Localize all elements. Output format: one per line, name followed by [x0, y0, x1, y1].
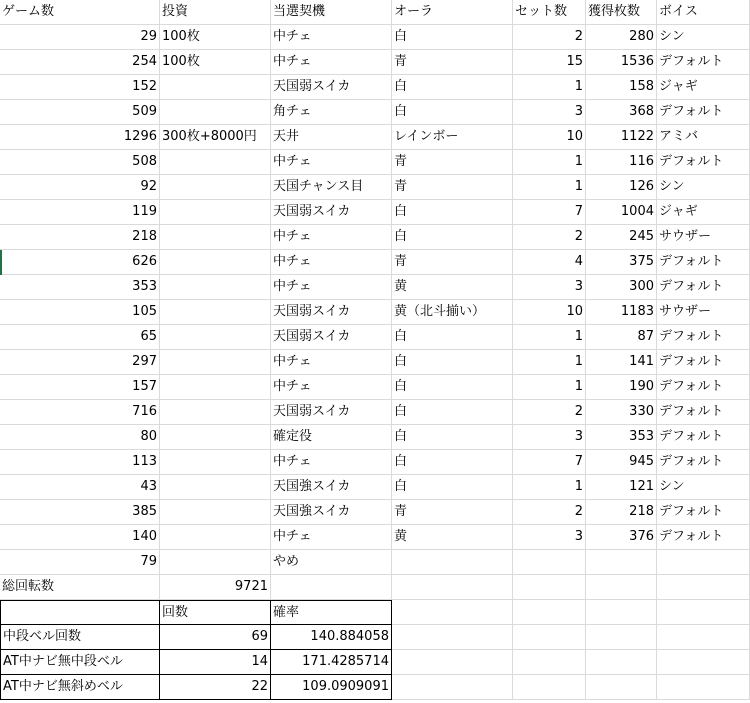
cell-aura[interactable]: 黄 [392, 275, 513, 300]
cell-voice[interactable]: デフォルト [657, 350, 750, 375]
header-cell[interactable]: 当選契機 [271, 0, 392, 25]
cell-investment[interactable] [160, 550, 271, 575]
empty-cell[interactable] [657, 600, 750, 625]
cell-sets[interactable]: 2 [513, 400, 586, 425]
cell-voice[interactable]: シン [657, 175, 750, 200]
cell-games[interactable]: 152 [0, 75, 160, 100]
cell-investment[interactable] [160, 475, 271, 500]
table-row [0, 225, 750, 250]
cell-trigger[interactable]: 確定役 [271, 425, 392, 450]
cell-sets[interactable]: 3 [513, 275, 586, 300]
empty-cell[interactable] [586, 650, 657, 675]
cell-games[interactable]: 80 [0, 425, 160, 450]
cell-medals[interactable]: 1536 [586, 50, 657, 75]
stats-header-cell[interactable]: 回数 [160, 600, 271, 625]
cell-aura[interactable]: 白 [392, 75, 513, 100]
cell-trigger[interactable]: 中チェ [271, 450, 392, 475]
cell-aura[interactable]: 青 [392, 175, 513, 200]
cell-voice[interactable] [657, 550, 750, 575]
empty-cell[interactable] [271, 575, 392, 600]
cell-trigger[interactable]: 天国弱スイカ [271, 325, 392, 350]
cell-trigger[interactable]: 天国弱スイカ [271, 400, 392, 425]
cell-investment[interactable] [160, 500, 271, 525]
cell-aura[interactable]: 白 [392, 350, 513, 375]
table-row [0, 125, 750, 150]
cell-sets[interactable] [513, 550, 586, 575]
cell-medals[interactable]: 87 [586, 325, 657, 350]
cell-games[interactable]: 113 [0, 450, 160, 475]
table-row [0, 50, 750, 75]
empty-cell[interactable] [657, 650, 750, 675]
cell-games[interactable]: 92 [0, 175, 160, 200]
cell-investment[interactable] [160, 75, 271, 100]
table-row [0, 500, 750, 525]
cell-games[interactable]: 105 [0, 300, 160, 325]
empty-cell[interactable] [513, 650, 586, 675]
cell-investment[interactable] [160, 175, 271, 200]
cell-investment[interactable] [160, 450, 271, 475]
empty-cell[interactable] [392, 675, 513, 700]
total-label[interactable]: 総回転数 [0, 575, 160, 600]
total-row [0, 575, 750, 600]
cell-medals[interactable]: 1004 [586, 200, 657, 225]
cell-medals[interactable]: 121 [586, 475, 657, 500]
stats-header-row [0, 600, 750, 625]
cell-aura[interactable]: 白 [392, 450, 513, 475]
cell-aura[interactable]: 白 [392, 375, 513, 400]
cell-sets[interactable]: 2 [513, 25, 586, 50]
cell-investment[interactable] [160, 300, 271, 325]
cell-sets[interactable]: 2 [513, 225, 586, 250]
cell-investment[interactable] [160, 425, 271, 450]
table-row [0, 375, 750, 400]
cell-investment[interactable]: 300枚+8000円 [160, 125, 271, 150]
cell-games[interactable]: 353 [0, 275, 160, 300]
stats-probability[interactable]: 109.0909091 [271, 675, 392, 700]
total-value[interactable]: 9721 [160, 575, 271, 600]
cell-trigger[interactable]: 天井 [271, 125, 392, 150]
cell-trigger[interactable]: 天国弱スイカ [271, 75, 392, 100]
cell-sets[interactable]: 7 [513, 450, 586, 475]
empty-cell[interactable] [586, 575, 657, 600]
cell-aura[interactable]: 白 [392, 400, 513, 425]
cell-sets[interactable]: 10 [513, 300, 586, 325]
cell-games[interactable]: 79 [0, 550, 160, 575]
cell-medals[interactable] [586, 550, 657, 575]
cell-sets[interactable]: 3 [513, 100, 586, 125]
cell-sets[interactable]: 3 [513, 425, 586, 450]
cell-sets[interactable]: 3 [513, 525, 586, 550]
cell-medals[interactable]: 368 [586, 100, 657, 125]
table-row [0, 450, 750, 475]
empty-cell[interactable] [513, 575, 586, 600]
cell-medals[interactable]: 945 [586, 450, 657, 475]
cell-investment[interactable]: 100枚 [160, 50, 271, 75]
cell-sets[interactable]: 7 [513, 200, 586, 225]
cell-medals[interactable]: 158 [586, 75, 657, 100]
cell-voice[interactable]: サウザー [657, 300, 750, 325]
cell-aura[interactable]: 白 [392, 425, 513, 450]
table-row [0, 275, 750, 300]
cell-aura[interactable]: 青 [392, 50, 513, 75]
cell-aura[interactable]: 白 [392, 225, 513, 250]
cell-aura[interactable]: 白 [392, 100, 513, 125]
cell-trigger[interactable]: 天国強スイカ [271, 475, 392, 500]
table-row [0, 75, 750, 100]
cell-medals[interactable]: 1183 [586, 300, 657, 325]
empty-cell[interactable] [513, 675, 586, 700]
cell-games[interactable]: 385 [0, 500, 160, 525]
cell-medals[interactable]: 190 [586, 375, 657, 400]
cell-aura[interactable]: 白 [392, 475, 513, 500]
cell-medals[interactable]: 375 [586, 250, 657, 275]
stats-header-cell[interactable]: 確率 [271, 600, 392, 625]
cell-trigger[interactable]: 天国弱スイカ [271, 200, 392, 225]
empty-cell[interactable] [513, 600, 586, 625]
empty-cell[interactable] [586, 675, 657, 700]
table-row [0, 525, 750, 550]
cell-games[interactable]: 254 [0, 50, 160, 75]
empty-cell[interactable] [392, 625, 513, 650]
cell-aura[interactable]: 白 [392, 25, 513, 50]
cell-voice[interactable]: アミバ [657, 125, 750, 150]
cell-aura[interactable]: 青 [392, 150, 513, 175]
cell-investment[interactable] [160, 100, 271, 125]
stats-count[interactable]: 14 [160, 650, 271, 675]
table-row [0, 475, 750, 500]
cell-medals[interactable]: 126 [586, 175, 657, 200]
cell-investment[interactable] [160, 275, 271, 300]
cell-voice[interactable]: デフォルト [657, 325, 750, 350]
cell-trigger[interactable]: 中チェ [271, 375, 392, 400]
table-row [0, 150, 750, 175]
cell-trigger[interactable]: 中チェ [271, 250, 392, 275]
cell-investment[interactable] [160, 350, 271, 375]
cell-trigger[interactable]: 中チェ [271, 225, 392, 250]
table-row [0, 425, 750, 450]
cell-trigger[interactable]: 天国強スイカ [271, 500, 392, 525]
cell-voice[interactable]: デフォルト [657, 150, 750, 175]
table-row [0, 300, 750, 325]
table-row [0, 25, 750, 50]
cell-aura[interactable]: 青 [392, 250, 513, 275]
header-cell[interactable]: ボイス [657, 0, 750, 25]
empty-cell[interactable] [657, 575, 750, 600]
cell-investment[interactable] [160, 375, 271, 400]
cell-medals[interactable]: 376 [586, 525, 657, 550]
cell-voice[interactable]: シン [657, 25, 750, 50]
cell-voice[interactable]: デフォルト [657, 375, 750, 400]
cell-trigger[interactable]: 角チェ [271, 100, 392, 125]
cell-trigger[interactable]: 中チェ [271, 150, 392, 175]
table-row [0, 175, 750, 200]
empty-cell[interactable] [513, 625, 586, 650]
header-row [0, 0, 750, 25]
cell-sets[interactable]: 10 [513, 125, 586, 150]
cell-sets[interactable]: 4 [513, 250, 586, 275]
cell-aura[interactable]: 黄（北斗揃い） [392, 300, 513, 325]
header-cell[interactable]: ゲーム数 [0, 0, 160, 25]
table-row [0, 250, 750, 275]
cell-aura[interactable]: 白 [392, 200, 513, 225]
cell-investment[interactable] [160, 200, 271, 225]
cell-sets[interactable]: 2 [513, 500, 586, 525]
table-row [0, 400, 750, 425]
table-row [0, 350, 750, 375]
cell-games[interactable]: 65 [0, 325, 160, 350]
cell-investment[interactable] [160, 225, 271, 250]
cell-voice[interactable]: ジャギ [657, 75, 750, 100]
cell-aura[interactable]: 黄 [392, 525, 513, 550]
cell-sets[interactable]: 15 [513, 50, 586, 75]
cell-sets[interactable]: 1 [513, 150, 586, 175]
empty-cell[interactable] [586, 625, 657, 650]
cell-games[interactable]: 43 [0, 475, 160, 500]
cell-sets[interactable]: 1 [513, 175, 586, 200]
empty-cell[interactable] [657, 675, 750, 700]
table-row [0, 200, 750, 225]
cell-games[interactable]: 509 [0, 100, 160, 125]
stats-probability[interactable]: 140.884058 [271, 625, 392, 650]
cell-trigger[interactable]: 中チェ [271, 50, 392, 75]
cell-medals[interactable]: 116 [586, 150, 657, 175]
empty-cell[interactable] [392, 600, 513, 625]
stats-row [0, 675, 750, 700]
cell-trigger[interactable]: 中チェ [271, 25, 392, 50]
cell-sets[interactable]: 1 [513, 350, 586, 375]
stats-label[interactable]: AT中ナビ無斜めベル [0, 675, 160, 700]
cell-investment[interactable] [160, 250, 271, 275]
cell-games[interactable]: 29 [0, 25, 160, 50]
cell-aura[interactable]: レインボー [392, 125, 513, 150]
stats-label[interactable]: AT中ナビ無中段ベル [0, 650, 160, 675]
cell-medals[interactable]: 218 [586, 500, 657, 525]
cell-sets[interactable]: 1 [513, 325, 586, 350]
cell-aura[interactable]: 白 [392, 325, 513, 350]
empty-cell[interactable] [657, 625, 750, 650]
cell-medals[interactable]: 1122 [586, 125, 657, 150]
cell-voice[interactable]: デフォルト [657, 425, 750, 450]
cell-voice[interactable]: シン [657, 475, 750, 500]
cell-games[interactable]: 626 [0, 250, 160, 275]
cell-voice[interactable]: デフォルト [657, 50, 750, 75]
cell-trigger[interactable]: 天国弱スイカ [271, 300, 392, 325]
stats-row [0, 650, 750, 675]
cell-sets[interactable]: 1 [513, 475, 586, 500]
cell-games[interactable]: 716 [0, 400, 160, 425]
cell-medals[interactable]: 330 [586, 400, 657, 425]
cell-voice[interactable]: デフォルト [657, 250, 750, 275]
cell-medals[interactable]: 245 [586, 225, 657, 250]
header-cell[interactable]: 獲得枚数 [586, 0, 657, 25]
cell-voice[interactable]: デフォルト [657, 400, 750, 425]
empty-cell[interactable] [392, 575, 513, 600]
cell-sets[interactable]: 1 [513, 375, 586, 400]
cell-trigger[interactable]: やめ [271, 550, 392, 575]
table-row [0, 325, 750, 350]
cell-games[interactable]: 119 [0, 200, 160, 225]
cell-voice[interactable]: サウザー [657, 225, 750, 250]
stats-header-cell[interactable] [0, 600, 160, 625]
table-row [0, 100, 750, 125]
cell-voice[interactable]: デフォルト [657, 500, 750, 525]
cell-medals[interactable]: 353 [586, 425, 657, 450]
cell-games[interactable]: 297 [0, 350, 160, 375]
cell-aura[interactable] [392, 550, 513, 575]
empty-cell[interactable] [586, 600, 657, 625]
cell-sets[interactable]: 1 [513, 75, 586, 100]
stats-row [0, 625, 750, 650]
cell-voice[interactable]: ジャギ [657, 200, 750, 225]
row-selection-marker [0, 250, 2, 275]
cell-games[interactable]: 508 [0, 150, 160, 175]
stats-count[interactable]: 22 [160, 675, 271, 700]
empty-cell[interactable] [392, 650, 513, 675]
stats-probability[interactable]: 171.4285714 [271, 650, 392, 675]
cell-trigger[interactable]: 天国チャンス目 [271, 175, 392, 200]
cell-aura[interactable]: 青 [392, 500, 513, 525]
cell-investment[interactable] [160, 150, 271, 175]
stats-count[interactable]: 69 [160, 625, 271, 650]
header-cell[interactable]: セット数 [513, 0, 586, 25]
cell-investment[interactable] [160, 400, 271, 425]
cell-voice[interactable]: デフォルト [657, 450, 750, 475]
cell-investment[interactable] [160, 525, 271, 550]
cell-voice[interactable]: デフォルト [657, 525, 750, 550]
cell-trigger[interactable]: 中チェ [271, 350, 392, 375]
cell-games[interactable]: 140 [0, 525, 160, 550]
cell-investment[interactable] [160, 325, 271, 350]
cell-voice[interactable]: デフォルト [657, 275, 750, 300]
cell-trigger[interactable]: 中チェ [271, 525, 392, 550]
stats-label[interactable]: 中段ベル回数 [0, 625, 160, 650]
cell-games[interactable]: 157 [0, 375, 160, 400]
cell-medals[interactable]: 300 [586, 275, 657, 300]
cell-trigger[interactable]: 中チェ [271, 275, 392, 300]
cell-medals[interactable]: 280 [586, 25, 657, 50]
cell-games[interactable]: 1296 [0, 125, 160, 150]
cell-medals[interactable]: 141 [586, 350, 657, 375]
header-cell[interactable]: 投資 [160, 0, 271, 25]
table-row [0, 550, 750, 575]
header-cell[interactable]: オーラ [392, 0, 513, 25]
cell-voice[interactable]: デフォルト [657, 100, 750, 125]
cell-investment[interactable]: 100枚 [160, 25, 271, 50]
cell-games[interactable]: 218 [0, 225, 160, 250]
